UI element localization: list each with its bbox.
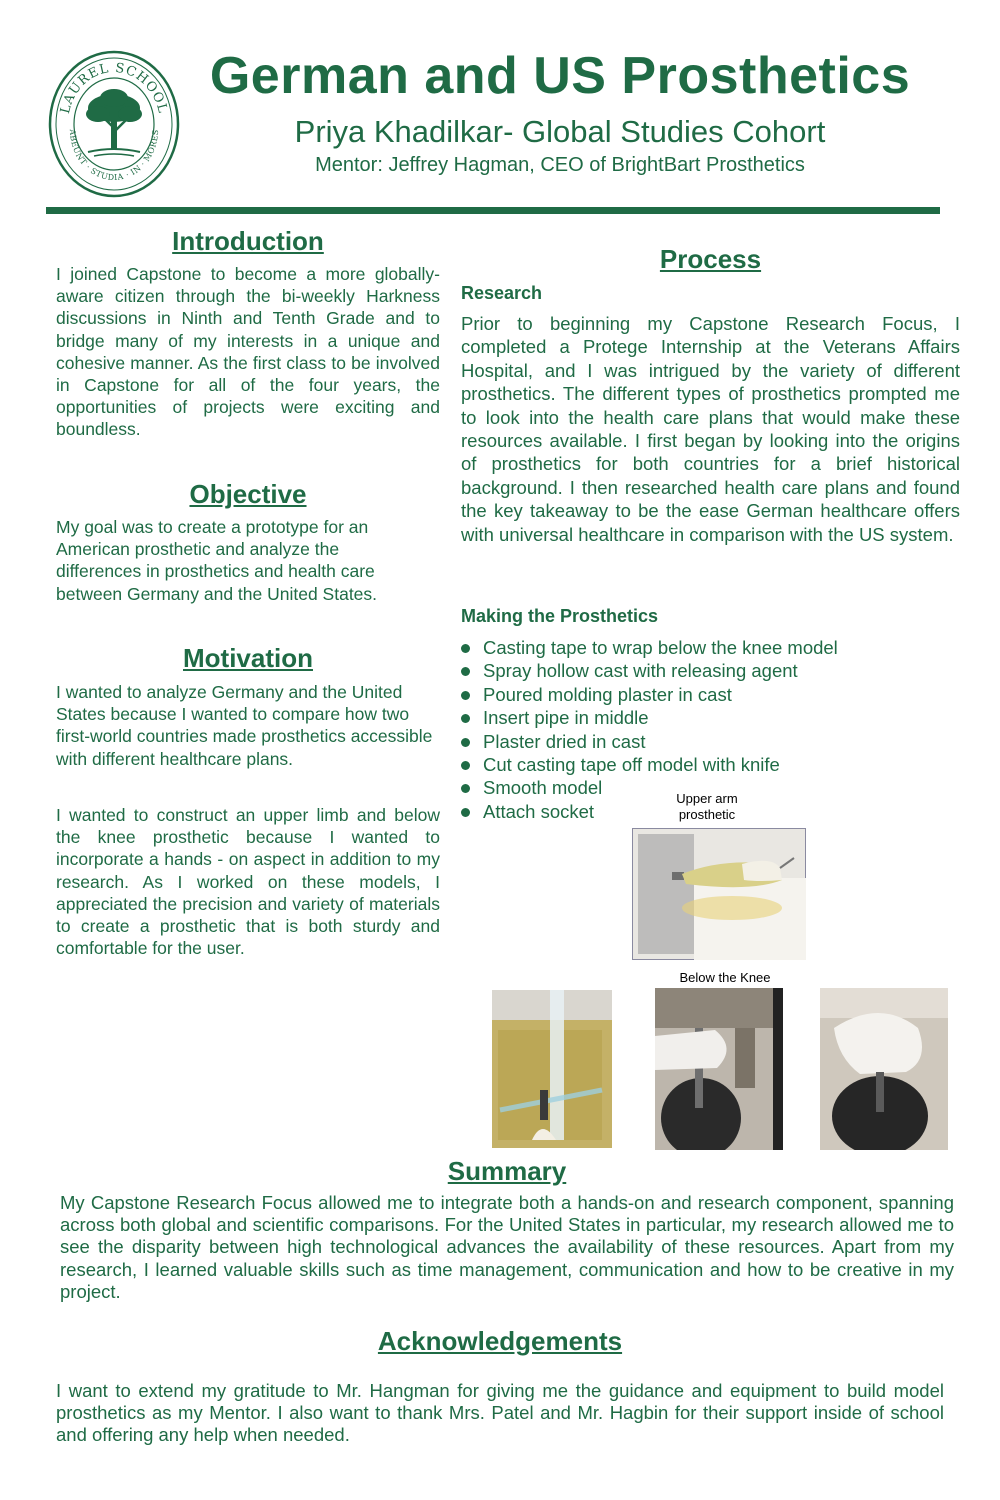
list-item: Casting tape to wrap below the knee model <box>461 636 941 659</box>
making-prosthetics-subheading: Making the Prosthetics <box>461 606 659 626</box>
below-knee-model-photo-2 <box>820 988 948 1150</box>
list-item: Plaster dried in cast <box>461 730 941 753</box>
svg-text:ABEUNT · STUDIA · IN · MORES: ABEUNT · STUDIA · IN · MORES <box>67 129 161 183</box>
acknowledgements-heading: Acknowledgements <box>377 1326 623 1356</box>
summary-text: My Capstone Research Focus allowed me to integrate both a hands-on and research component, spanning across both global and scientific comparisons. For the United States in particular, my research allowed me to see the disparity between high technological advances the availability of these resources. Apart from my research, I learned valuable skills such as time management, communication and how to be creative in my project. <box>60 1192 954 1302</box>
acknowledgements-text: I want to extend my gratitude to Mr. Hangman for giving me the guidance and equipment to build model prosthetics as my Mentor. I also want to thank Mrs. Patel and Mr. Hagbin for their support inside of school and offering any help when needed. <box>56 1380 944 1446</box>
motivation-text-1: I wanted to analyze Germany and the United States because I wanted to compare how two first-world countries made prosthetics accessible with different healthcare plans. <box>56 682 433 769</box>
motivation-heading: Motivation <box>183 643 313 673</box>
summary-heading: Summary <box>447 1156 567 1186</box>
below-knee-caption: Below the Knee <box>679 970 771 985</box>
plaster-cast-photo <box>492 990 612 1148</box>
research-text: Prior to beginning my Capstone Research Focus, I completed a Protege Internship at the Veterans Affairs Hospital, and I was intrigued by the variety of different prosthetics. The different types of prosthetics prompted me to look into the health care plans that would make these resources available. I first began by looking into the origins of prosthetics for both countries for a brief historical background. I then researched health care plans and found the key takeaway to be the ease German healthcare offers with universal healthcare in comparison with the US system. <box>461 313 960 545</box>
below-knee-model-photo-1 <box>655 988 783 1150</box>
school-seal-logo <box>48 50 180 198</box>
svg-text:LAUREL SCHOOL: LAUREL SCHOOL <box>57 60 171 116</box>
upper-arm-caption: Upper arm prosthetic <box>676 791 738 822</box>
objective-text: My goal was to create a prototype for an American prosthetic and analyze the differences in prosthetics and health care between Germany and the United States. <box>56 517 378 604</box>
author-line: Priya Khadilkar- Global Studies Cohort <box>294 114 826 149</box>
list-item: Cut casting tape off model with knife <box>461 753 941 776</box>
list-item: Poured molding plaster in cast <box>461 683 941 706</box>
mentor-line: Mentor: Jeffrey Hagman, CEO of BrightBart Prosthetics <box>315 154 805 176</box>
introduction-heading: Introduction <box>172 226 324 256</box>
list-item: Attach socket <box>461 800 941 823</box>
process-heading: Process <box>659 244 762 274</box>
motivation-text-2: I wanted to construct an upper limb and below the knee prosthetic because I wanted to incorporate a hands - on aspect in addition to my research. As I worked on these models, I appreciated the precision and variety of materials to create a prosthetic that is both sturdy and comfortable for the user. <box>56 805 440 959</box>
header-divider <box>46 207 940 214</box>
tree-icon <box>86 89 142 156</box>
research-subheading: Research <box>461 283 543 303</box>
list-item: Smooth model <box>461 776 941 799</box>
poster-title: German and US Prosthetics <box>209 47 911 105</box>
objective-heading: Objective <box>189 479 307 509</box>
list-item: Insert pipe in middle <box>461 706 941 729</box>
laurel-school-seal-icon <box>48 50 180 198</box>
introduction-text: I joined Capstone to become a more globally-aware citizen through the bi-weekly Harkness discussions in Ninth and Tenth Grade and to bridge many of my interests in a unique and cohesive manner. As the first class to be involved in Capstone for all of the four years, the opportunities of projects were exciting and boundless. <box>56 264 440 440</box>
list-item: Spray hollow cast with releasing agent <box>461 659 941 682</box>
upper-arm-prosthetic-photo <box>632 828 806 960</box>
